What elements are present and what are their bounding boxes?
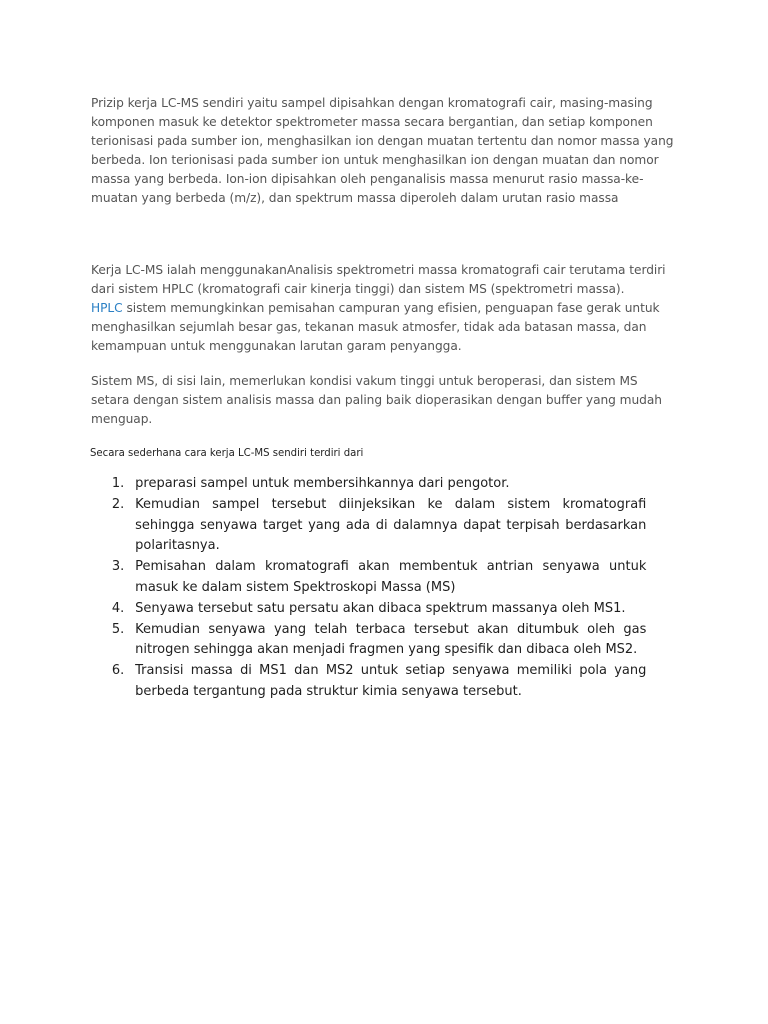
list-item — [108, 495, 646, 557]
list-item-text: Pemisahan dalam kromatografi akan membentuk antrian senyawa untuk masuk ke dalam sistem Spektroskopi Massa (MS) — [135, 559, 647, 595]
list-item-number: 6. — [111, 663, 125, 679]
paragraph-ms-system: Sistem MS, di sisi lain, memerlukan kondisi vakum tinggi untuk beroperasi, dan sistem MS setara dengan sistem analisis massa dan paling baik dioperasikan dengan buffer yang mudah menguap. — [91, 374, 662, 426]
list-item-number: 4. — [111, 600, 125, 616]
list-item-text: Transisi massa di MS1 dan MS2 untuk setiap senyawa memiliki pola yang berbeda tergantung pada struktur kimia senyawa tersebut. — [135, 663, 647, 699]
hplc-link[interactable]: HPLC — [91, 301, 123, 315]
list-item-text: Kemudian senyawa yang telah terbaca tersebut akan ditumbuk oleh gas nitrogen sehingga akan menjadi fragmen yang spesifik dan dibaca oleh MS2. — [135, 621, 647, 658]
steps-list — [108, 474, 663, 703]
list-item-number: 3. — [111, 559, 125, 575]
paragraph-lcms-intro: Kerja LC-MS ialah menggunakanAnalisis spektrometri massa kromatografi cair terutama terdiri dari sistem HPLC (kromatografi cair kinerja tinggi) dan sistem MS (spektrometri massa). — [91, 263, 666, 296]
list-item — [108, 599, 646, 620]
paragraph-lcms-systems — [91, 261, 671, 356]
steps-heading: Secara sederhana cara kerja LC-MS sendiri terdiri dari — [90, 446, 364, 459]
list-item-text: Senyawa tersebut satu persatu akan dibaca spektrum massanya oleh MS1. — [135, 600, 626, 616]
list-item-number: 1. — [111, 476, 125, 491]
list-item — [108, 474, 646, 495]
list-item-number: 2. — [111, 496, 125, 512]
list-item — [108, 620, 646, 662]
paragraph-principle: Prizip kerja LC-MS sendiri yaitu sampel dipisahkan dengan kromatografi cair, masing-masing komponen masuk ke detektor spektrometer massa secara bergantian, dan setiap komponen terionisasi pada sumber ion, menghasilkan ion dengan muatan tertentu dan nomor massa yang berbeda. Ion terionisasi pada sumber ion untuk menghasilkan ion dengan muatan dan nomor massa yang berbeda. Ion-ion dipisahkan oleh penganalisis massa menurut rasio massa-ke-muatan yang berbeda (m/z), dan spektrum massa diperoleh dalam urutan rasio massa — [91, 96, 674, 205]
list-item-text: Kemudian sampel tersebut diinjeksikan ke dalam sistem kromatografi sehingga senyawa target yang ada di dalamnya dapat terpisah berdasarkan polaritasnya. — [135, 496, 647, 554]
list-item — [108, 661, 646, 703]
list-item-number: 5. — [111, 621, 125, 637]
list-item — [108, 557, 646, 599]
list-item-text: preparasi sampel untuk membersihkannya dari pengotor. — [135, 476, 510, 491]
paragraph-hplc-description: sistem memungkinkan pemisahan campuran yang efisien, penguapan fase gerak untuk menghasilkan sejumlah besar gas, tekanan masuk atmosfer, tidak ada batasan massa, dan kemampuan untuk menggunakan larutan garam penyangga. — [91, 301, 660, 353]
